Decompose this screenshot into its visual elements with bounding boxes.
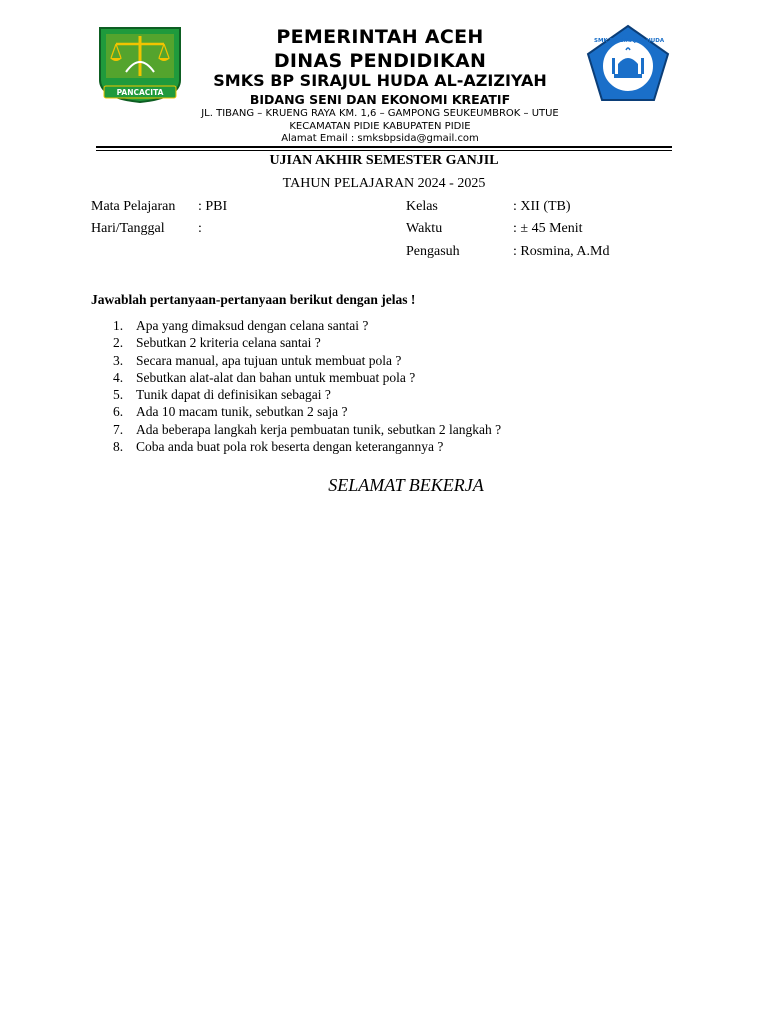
time-value: : ± 45 Menit — [513, 221, 583, 236]
question-number: 8. — [113, 439, 124, 455]
exam-title: UJIAN AKHIR SEMESTER GANJIL — [269, 153, 499, 168]
question-item — [91, 353, 691, 370]
question-number: 2. — [113, 335, 124, 351]
question-item — [91, 370, 691, 387]
question-text: Sebutkan 2 kriteria celana santai ? — [136, 335, 321, 351]
question-number: 5. — [113, 387, 124, 403]
program-name: BIDANG SENI DAN EKONOMI KREATIF — [249, 92, 511, 107]
question-text: Tunik dapat di definisikan sebagai ? — [136, 387, 331, 403]
academic-year: TAHUN PELAJARAN 2024 - 2025 — [282, 176, 486, 191]
right-logo-ring-text: SMK BP SIRAJUL HUDA — [594, 38, 665, 44]
question-item — [91, 335, 691, 352]
question-number: 3. — [113, 352, 124, 368]
subject-label: Mata Pelajaran — [91, 199, 176, 214]
teacher-label: Pengasuh — [406, 244, 460, 259]
question-text: Ada beberapa langkah kerja pembuatan tunik, sebutkan 2 langkah ? — [136, 421, 502, 437]
school-name: SMKS BP SIRAJUL HUDA AL-AZIZIYAH — [213, 71, 547, 90]
school-district: KECAMATAN PIDIE KABUPATEN PIDIE — [289, 121, 471, 132]
subject-value: : PBI — [198, 199, 228, 214]
question-number: 7. — [113, 421, 124, 437]
left-logo-banner: PANCACITA — [116, 88, 164, 97]
school-address: JL. TIBANG – KRUENG RAYA KM. 1,6 – GAMPONG SEUKEUMBROK – UTUE — [201, 108, 559, 119]
department-name: DINAS PENDIDIKAN — [273, 50, 487, 72]
question-text: Secara manual, apa tujuan untuk membuat pola ? — [136, 352, 402, 368]
instruction-text: Jawablah pertanyaan-pertanyaan berikut dengan jelas ! — [91, 292, 416, 307]
closing-text: SELAMAT BEKERJA — [328, 475, 484, 495]
gov-name: PEMERINTAH ACEH — [276, 26, 484, 48]
question-number: 1. — [113, 318, 124, 333]
question-item — [91, 439, 691, 456]
question-item — [91, 422, 691, 439]
date-label: Hari/Tanggal — [91, 221, 165, 236]
question-item — [91, 387, 691, 404]
letterhead-divider-thin — [96, 150, 672, 151]
question-number: 6. — [113, 404, 124, 420]
letterhead-divider-thick — [96, 146, 672, 148]
class-label: Kelas — [406, 199, 438, 214]
question-number: 4. — [113, 369, 124, 385]
date-value: : — [198, 221, 202, 236]
school-email: Alamat Email : smksbpsida@gmail.com — [281, 133, 479, 144]
teacher-value: : Rosmina, A.Md — [513, 244, 610, 259]
question-text: Ada 10 macam tunik, sebutkan 2 saja ? — [136, 404, 348, 420]
question-text: Apa yang dimaksud dengan celana santai ? — [136, 318, 369, 333]
question-item — [91, 318, 691, 335]
time-label: Waktu — [406, 221, 443, 236]
question-text: Coba anda buat pola rok beserta dengan keterangannya ? — [136, 439, 444, 455]
question-list — [91, 318, 691, 456]
class-value: : XII (TB) — [513, 199, 571, 214]
question-item — [91, 404, 691, 421]
question-text: Sebutkan alat-alat dan bahan untuk membuat pola ? — [136, 369, 416, 385]
school-emblem-logo — [584, 24, 672, 102]
